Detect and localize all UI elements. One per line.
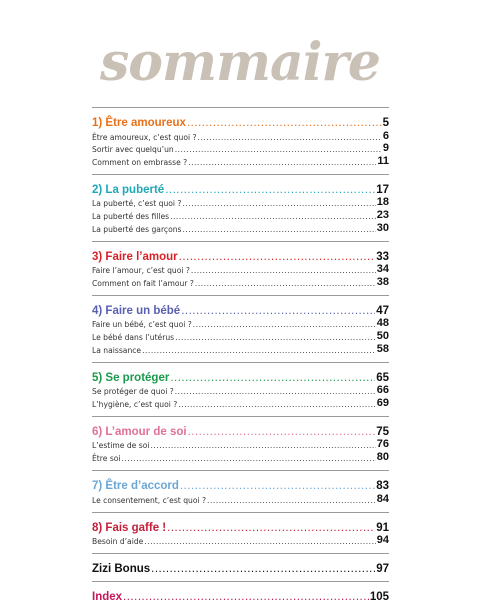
section-page-number: 75: [376, 425, 389, 438]
table-of-contents: [92, 107, 389, 609]
toc-section: [92, 241, 389, 295]
dot-leader: [188, 426, 376, 438]
dot-leader: [142, 346, 376, 355]
dot-leader: [151, 563, 375, 575]
toc-section: [92, 362, 389, 416]
entry-title: La puberté, c’est quoi ?: [92, 199, 182, 209]
page-title: [95, 30, 385, 100]
entry-page-number: 34: [376, 263, 389, 276]
toc-entry[interactable]: [92, 492, 389, 505]
dot-leader: [187, 117, 382, 129]
entry-title: La puberté des garçons: [92, 224, 182, 234]
dot-leader: [144, 537, 375, 546]
toc-section-heading[interactable]: [92, 300, 389, 317]
dot-leader: [207, 496, 376, 505]
section-title: 8) Fais gaffe !: [92, 521, 167, 534]
entry-page-number: 94: [376, 534, 389, 547]
section-divider: [92, 416, 389, 417]
section-page-number: 105: [369, 591, 389, 604]
sommaire-handwritten-title: [95, 30, 385, 100]
toc-entry[interactable]: [92, 221, 389, 234]
dot-leader: [175, 387, 376, 396]
toc-section: [92, 107, 389, 174]
entry-page-number: 66: [376, 384, 389, 397]
entry-title: La naissance: [92, 345, 142, 355]
entry-page-number: 9: [382, 142, 389, 155]
entry-title: L’hygiène, c’est quoi ?: [92, 399, 178, 409]
toc-section-heading[interactable]: [92, 112, 389, 129]
section-title: 6) L’amour de soi: [92, 425, 187, 438]
entry-page-number: 50: [376, 329, 389, 342]
toc-section-heading[interactable]: [92, 179, 389, 196]
section-title: 7) Être d’accord: [92, 479, 179, 492]
section-page-number: 83: [376, 479, 389, 492]
entry-page-number: 11: [377, 154, 389, 167]
section-title: 1) Être amoureux: [92, 117, 186, 129]
toc-section-heading[interactable]: [92, 558, 389, 575]
entry-title: Sortir avec quelqu’un: [92, 145, 174, 155]
dot-leader: [150, 441, 375, 450]
entry-page-number: 76: [376, 438, 389, 451]
section-divider: [92, 174, 389, 175]
toc-entry[interactable]: [92, 450, 389, 463]
toc-section-heading[interactable]: [92, 586, 389, 603]
section-divider: [92, 295, 389, 296]
toc-section-heading[interactable]: [92, 367, 389, 384]
dot-leader: [195, 279, 376, 288]
toc-entry[interactable]: [92, 534, 389, 547]
section-divider: [92, 512, 389, 513]
toc-section-heading[interactable]: [92, 475, 389, 492]
section-page-number: 5: [382, 117, 389, 129]
section-page-number: 47: [376, 304, 389, 317]
entry-page-number: 6: [382, 129, 389, 142]
section-title: 5) Se protéger: [92, 371, 170, 384]
toc-section-heading[interactable]: [92, 421, 389, 438]
section-spacer: [92, 167, 389, 174]
entry-title: Comment on fait l’amour ?: [92, 278, 194, 288]
toc-entry[interactable]: [92, 329, 389, 342]
section-spacer: [92, 603, 389, 609]
section-divider: [92, 241, 389, 242]
toc-section: [92, 174, 389, 241]
toc-entry[interactable]: [92, 438, 389, 451]
toc-section: [92, 295, 389, 362]
section-page-number: 33: [376, 250, 389, 263]
section-divider: [92, 362, 389, 363]
entry-page-number: 38: [376, 275, 389, 288]
section-spacer: [92, 355, 389, 362]
dot-leader: [181, 305, 375, 317]
section-divider: [92, 470, 389, 471]
section-spacer: [92, 288, 389, 295]
entry-title: Besoin d’aide: [92, 537, 144, 547]
toc-section-heading[interactable]: [92, 246, 389, 263]
dot-leader: [198, 133, 382, 142]
dot-leader: [175, 145, 382, 154]
entry-page-number: 30: [376, 221, 389, 234]
entry-title: Être soi: [92, 453, 121, 463]
toc-section: [92, 512, 389, 554]
entry-page-number: 69: [376, 396, 389, 409]
dot-leader: [179, 251, 376, 263]
dot-leader: [193, 320, 376, 329]
toc-entry[interactable]: [92, 196, 389, 209]
entry-title: Le consentement, c’est quoi ?: [92, 495, 207, 505]
toc-section-heading[interactable]: [92, 517, 389, 534]
toc-section: [92, 581, 389, 609]
toc-entry[interactable]: [92, 208, 389, 221]
entry-page-number: 80: [376, 450, 389, 463]
entry-title: Le bébé dans l’utérus: [92, 332, 175, 342]
section-page-number: 91: [376, 521, 389, 534]
dot-leader: [165, 184, 375, 196]
entry-title: Se protéger de quoi ?: [92, 387, 174, 397]
dot-leader: [178, 400, 375, 409]
section-page-number: 17: [376, 183, 389, 196]
section-spacer: [92, 546, 389, 553]
dot-leader: [182, 199, 375, 208]
toc-entry[interactable]: [92, 396, 389, 409]
toc-entry[interactable]: [92, 154, 389, 167]
entry-title: La puberté des filles: [92, 211, 170, 221]
toc-section: [92, 416, 389, 470]
toc-entry[interactable]: [92, 342, 389, 355]
section-title: Index: [92, 591, 123, 604]
toc-entry[interactable]: [92, 317, 389, 330]
entry-page-number: 23: [376, 208, 389, 221]
section-divider: [92, 553, 389, 554]
toc-section: [92, 470, 389, 512]
dot-leader: [175, 333, 376, 342]
section-title: Zizi Bonus: [92, 563, 151, 576]
dot-leader: [183, 225, 376, 234]
section-spacer: [92, 234, 389, 241]
dot-leader: [170, 212, 376, 221]
entry-title: L’estime de soi: [92, 441, 150, 451]
entry-page-number: 18: [376, 196, 389, 209]
entry-title: Faire l’amour, c’est quoi ?: [92, 266, 190, 276]
section-divider: [92, 581, 389, 582]
section-spacer: [92, 409, 389, 416]
dot-leader: [180, 480, 375, 492]
entry-page-number: 58: [376, 342, 389, 355]
dot-leader: [167, 522, 375, 534]
entry-page-number: 48: [376, 317, 389, 330]
toc-entry[interactable]: [92, 142, 389, 155]
dot-leader: [188, 158, 376, 167]
dot-leader: [170, 372, 375, 384]
entry-title: Être amoureux, c’est quoi ?: [92, 132, 197, 142]
section-spacer: [92, 505, 389, 512]
entry-page-number: 84: [376, 492, 389, 505]
section-spacer: [92, 463, 389, 470]
entry-title: Comment on embrasse ?: [92, 157, 188, 167]
title-text: sommaire: [100, 32, 380, 93]
dot-leader: [123, 591, 369, 603]
toc-entry[interactable]: [92, 263, 389, 276]
toc-entry[interactable]: [92, 275, 389, 288]
toc-entry[interactable]: [92, 384, 389, 397]
section-page-number: 65: [376, 371, 389, 384]
toc-section: [92, 553, 389, 581]
dot-leader: [191, 266, 376, 275]
dot-leader: [122, 454, 376, 463]
section-divider: [92, 107, 389, 108]
section-title: 2) La puberté: [92, 183, 165, 196]
entry-title: Faire un bébé, c’est quoi ?: [92, 320, 192, 330]
section-title: 4) Faire un bébé: [92, 304, 181, 317]
toc-entry[interactable]: [92, 129, 389, 142]
section-page-number: 97: [376, 563, 389, 576]
section-title: 3) Faire l’amour: [92, 250, 178, 263]
